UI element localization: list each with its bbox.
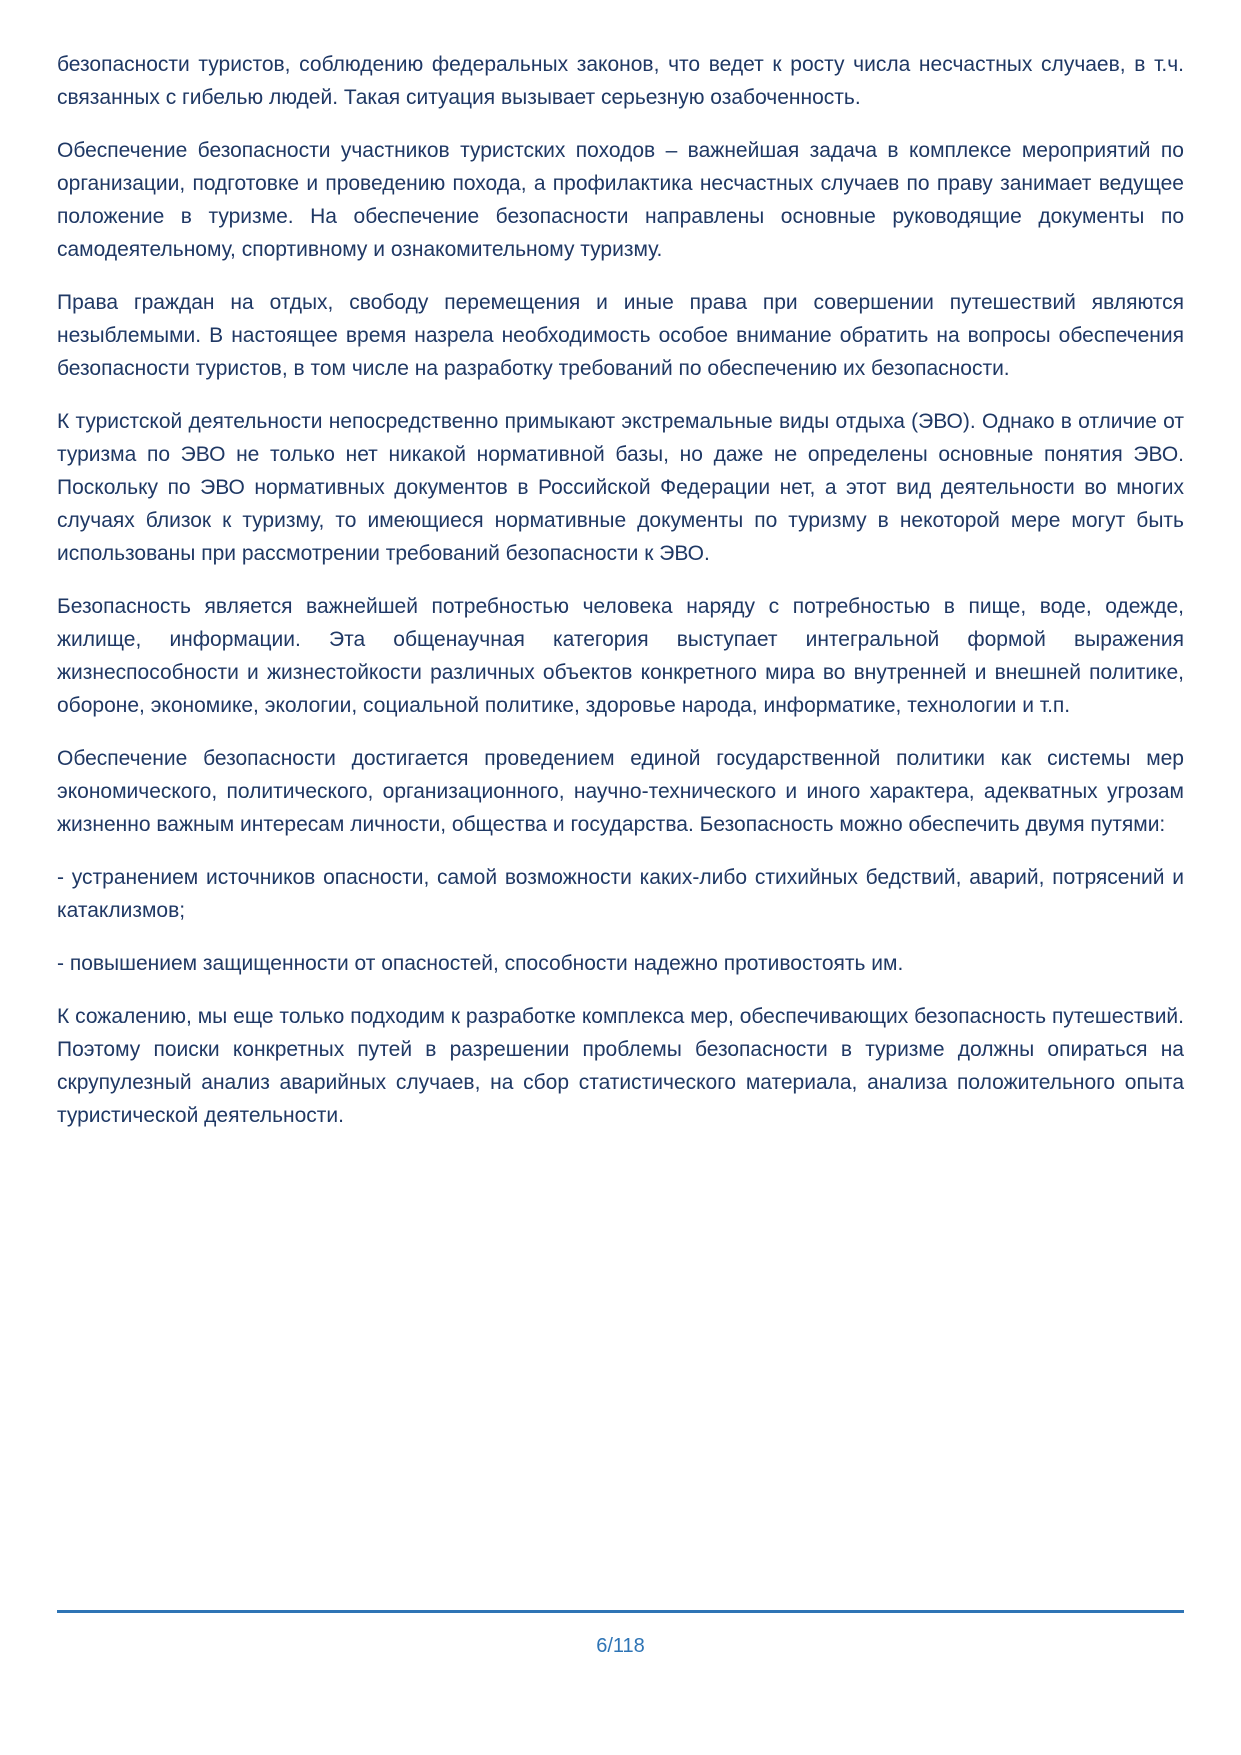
document-body [57, 48, 1184, 1152]
paragraph: - устранением источников опасности, самой возможности каких-либо стихийных бедствий, аварий, потрясений и катаклизмов; [57, 866, 1184, 922]
paragraph: Обеспечение безопасности участников туристских походов – важнейшая задача в комплексе мероприятий по организации, подготовке и проведению похода, а профилактика несчастных случаев по праву занимает ведущее положение в туризме. На обеспечение безопасности направлены основные руководящие документы по самодеятельному, спортивному и ознакомительному туризму. [57, 139, 1184, 261]
page-footer [57, 1610, 1184, 1755]
paragraph: К туристской деятельности непосредственно примыкают экстремальные виды отдыха (ЭВО). Однако в отличие от туризма по ЭВО не только нет никакой нормативной базы, но даже не определены основные понятия ЭВО. Поскольку по ЭВО нормативных документов в Российской Федерации нет, а этот вид деятельности во многих случаях близок к туризму, то имеющиеся нормативные документы по туризму в некоторой мере могут быть использованы при рассмотрении требований безопасности к ЭВО. [57, 410, 1184, 565]
page-number: 6/118 [596, 1635, 645, 1657]
paragraph: безопасности туристов, соблюдению федеральных законов, что ведет к росту числа несчастных случаев, в т.ч. связанных с гибелью людей. Такая ситуация вызывает серьезную озабоченность. [57, 53, 1184, 109]
paragraph: - повышением защищенности от опасностей, способности надежно противостоять им. [57, 952, 904, 975]
footer-divider [57, 1610, 1184, 1613]
paragraph: Обеспечение безопасности достигается проведением единой государственной политики как системы мер экономического, политического, организационного, научно-технического и иного характера, адекватных угрозам жизненно важным интересам личности, общества и государства. Безопасность можно обеспечить двумя путями: [57, 747, 1184, 836]
paragraph: Права граждан на отдых, свободу перемещения и иные права при совершении путешествий являются незыблемыми. В настоящее время назрела необходимость особое внимание обратить на вопросы обеспечения безопасности туристов, в том числе на разработку требований по обеспечению их безопасности. [57, 291, 1184, 380]
paragraph: К сожалению, мы еще только подходим к разработке комплекса мер, обеспечивающих безопасность путешествий. Поэтому поиски конкретных путей в разрешении проблемы безопасности в туризме должны опираться на скрупулезный анализ аварийных случаев, на сбор статистического материала, анализа положительного опыта туристической деятельности. [57, 1005, 1184, 1127]
paragraph: Безопасность является важнейшей потребностью человека наряду с потребностью в пище, воде, одежде, жилище, информации. Эта общенаучная категория выступает интегральной формой выражения жизнеспособности и жизнестойкости различных объектов конкретного мира во внутренней и внешней политике, обороне, экономике, экологии, социальной политике, здоровье народа, информатике, технологии и т.п. [57, 595, 1184, 717]
